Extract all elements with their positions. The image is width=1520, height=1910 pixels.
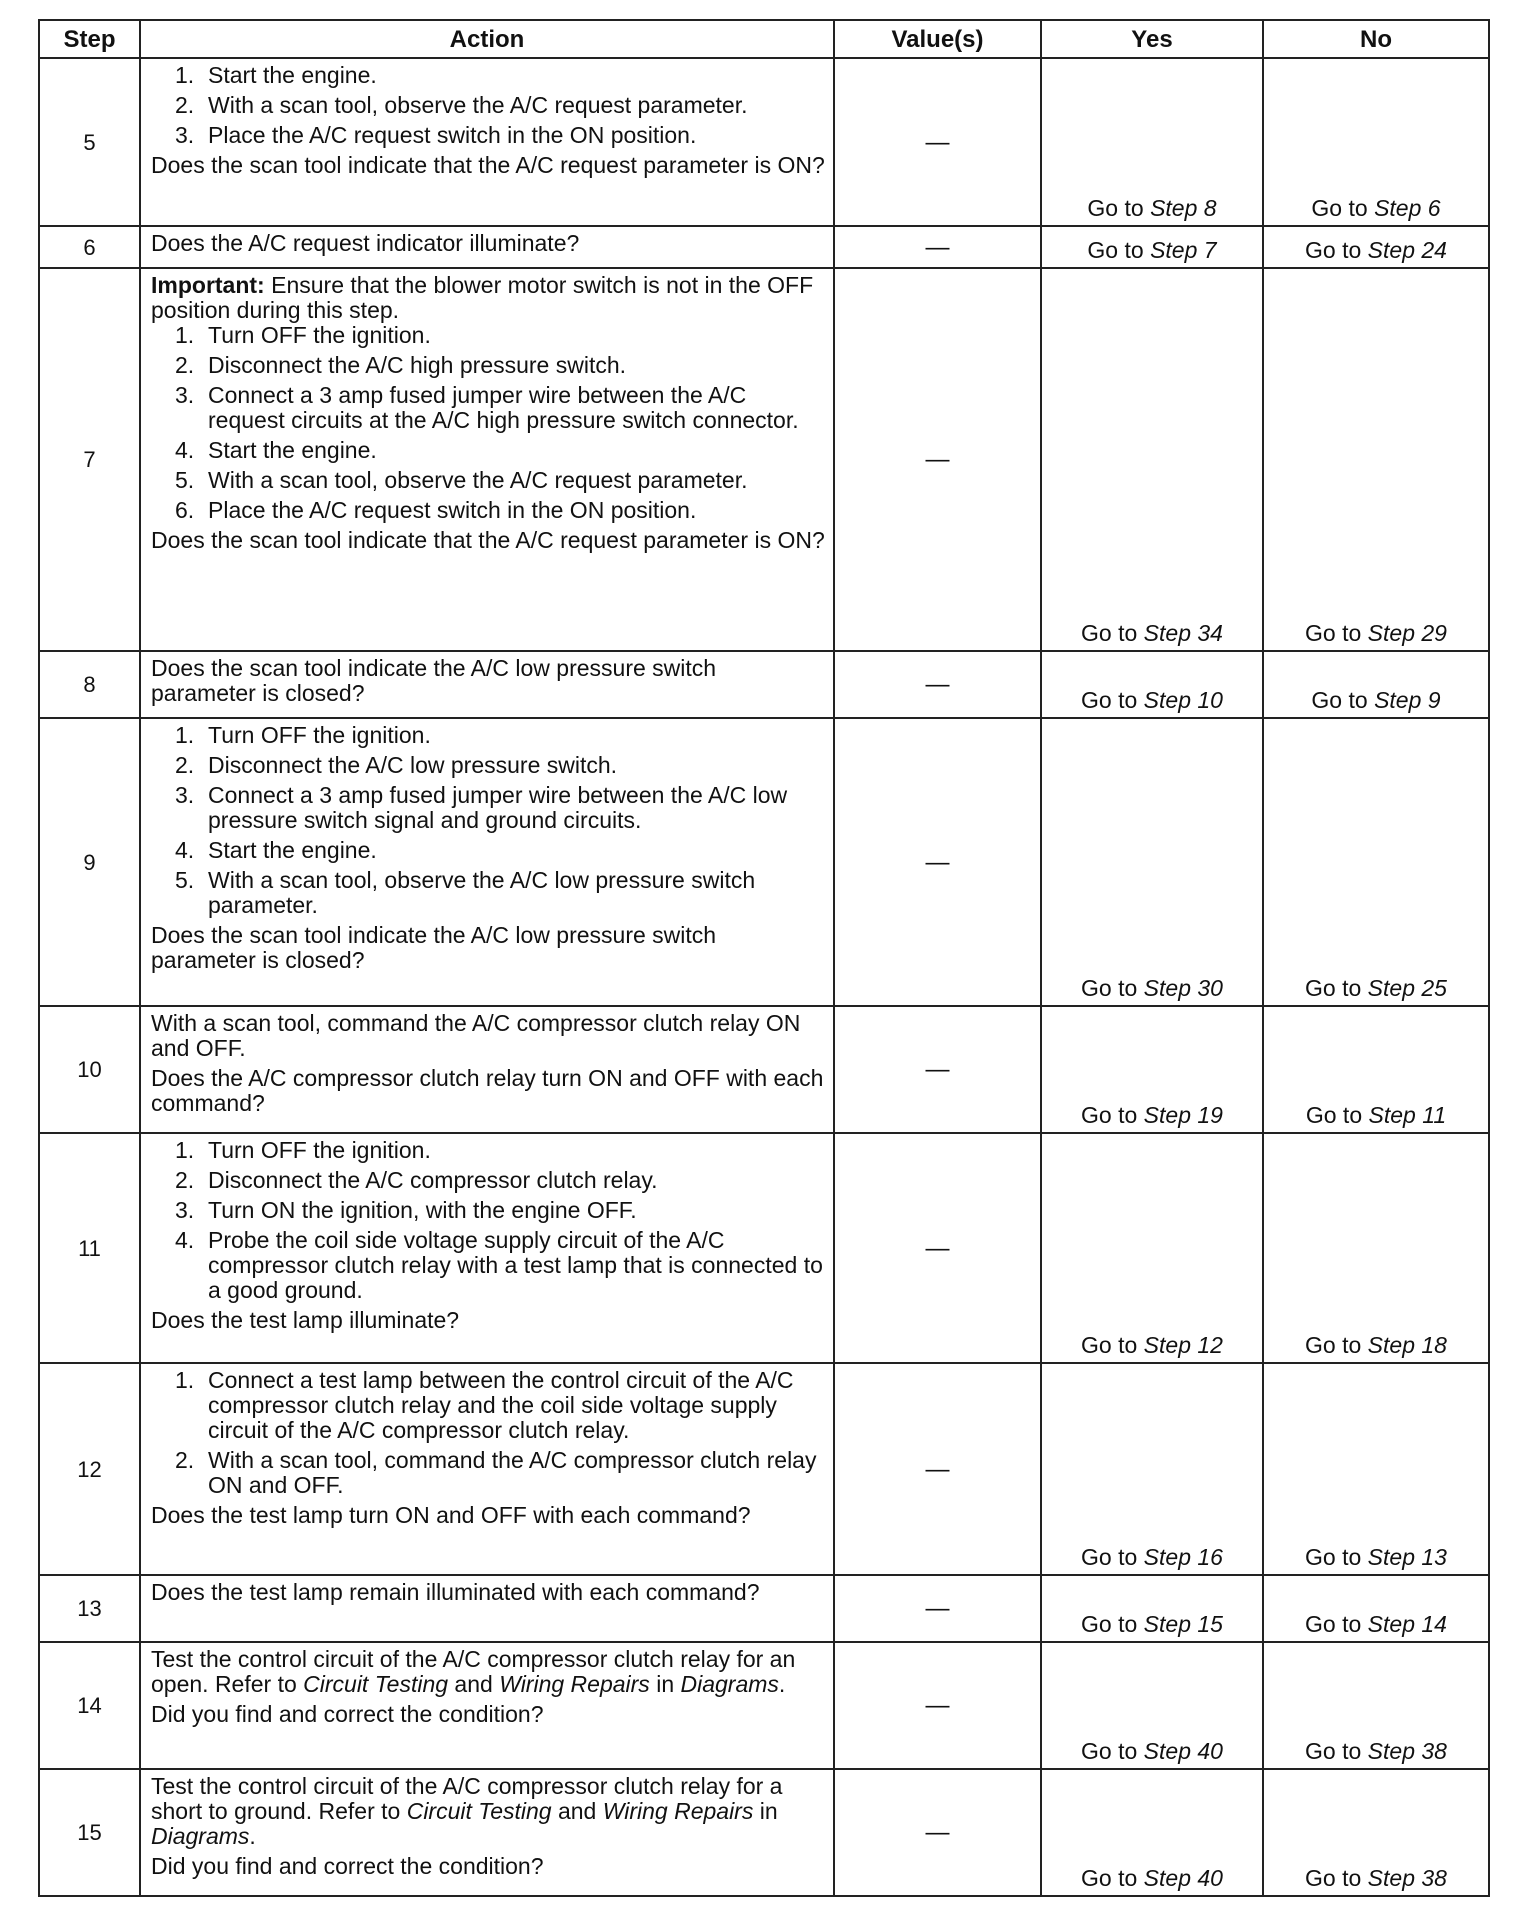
step-word: Step [1367, 1865, 1415, 1891]
no-target-step: 29 [1421, 620, 1447, 646]
yes-target-step: 12 [1197, 1332, 1223, 1358]
goto-text: Go to [1311, 195, 1368, 221]
action-step [151, 498, 825, 523]
step-word: Step [1150, 237, 1198, 263]
action-paragraph [151, 1854, 825, 1879]
action-text: . [249, 1823, 256, 1849]
action-steps-list [151, 323, 825, 523]
step-number: 14 [39, 1642, 140, 1769]
goto-text: Go to [1305, 1332, 1362, 1358]
no-target-step: 14 [1421, 1611, 1447, 1637]
action-text: Did you find and correct the condition? [151, 1701, 544, 1727]
no-cell [1263, 1006, 1489, 1133]
value-cell: — [834, 58, 1041, 226]
goto-text: Go to [1087, 237, 1144, 263]
step-word: Step [1367, 1544, 1415, 1570]
action-step [151, 838, 825, 863]
no-target-step: 13 [1421, 1544, 1447, 1570]
yes-cell [1041, 1575, 1263, 1642]
yes-cell [1041, 651, 1263, 718]
action-paragraph [151, 1066, 825, 1116]
yes-cell [1041, 718, 1263, 1006]
table-row [39, 651, 1489, 718]
action-step [151, 353, 825, 378]
value-cell: — [834, 1006, 1041, 1133]
action-step-number: 2. [175, 1167, 195, 1193]
action-step [151, 63, 825, 88]
important-label: Important: [151, 272, 265, 298]
goto-text: Go to [1081, 620, 1138, 646]
action-step [151, 783, 825, 833]
action-step-number: 1. [175, 1367, 195, 1393]
action-text: and [448, 1671, 500, 1697]
yes-cell [1041, 1133, 1263, 1363]
yes-target-step: 16 [1197, 1544, 1223, 1570]
action-step-text: Disconnect the A/C high pressure switch. [208, 352, 627, 378]
no-cell [1263, 268, 1489, 651]
action-step-number: 4. [175, 1227, 195, 1253]
step-word: Step [1150, 195, 1198, 221]
action-paragraph [151, 1702, 825, 1727]
goto-text: Go to [1305, 1102, 1363, 1128]
action-step-number: 3. [175, 122, 195, 148]
action-step-number: 3. [175, 382, 195, 408]
action-paragraph [151, 528, 825, 553]
step-number: 11 [39, 1133, 140, 1363]
action-step-text: Turn OFF the ignition. [208, 1137, 431, 1163]
yes-target-step: 40 [1197, 1738, 1223, 1764]
step-number: 10 [39, 1006, 140, 1133]
action-step [151, 123, 825, 148]
manual-reference: Wiring Repairs [499, 1671, 650, 1697]
yes-cell [1041, 1769, 1263, 1896]
table-row [39, 1133, 1489, 1363]
action-step [151, 1198, 825, 1223]
header-row [39, 20, 1489, 58]
header-action: Action [140, 20, 834, 58]
action-step-number: 1. [175, 62, 195, 88]
action-step-text: Probe the coil side voltage supply circuit of the A/C compressor clutch relay with a test lamp that is connected to a good ground. [208, 1227, 823, 1303]
step-word: Step [1374, 687, 1422, 713]
action-paragraph [151, 923, 825, 973]
action-paragraph [151, 1774, 825, 1849]
action-step-number: 2. [175, 1447, 195, 1473]
no-target-step: 24 [1421, 237, 1447, 263]
goto-text: Go to [1305, 237, 1362, 263]
manual-reference: Diagrams [151, 1823, 250, 1849]
no-cell [1263, 226, 1489, 268]
no-target-step: 25 [1421, 975, 1447, 1001]
action-step-number: 1. [175, 722, 195, 748]
yes-cell [1041, 1363, 1263, 1575]
action-text: Did you find and correct the condition? [151, 1853, 544, 1879]
step-word: Step [1143, 1611, 1191, 1637]
step-word: Step [1143, 687, 1191, 713]
action-cell [140, 1006, 834, 1133]
goto-text: Go to [1081, 1332, 1138, 1358]
action-cell [140, 1575, 834, 1642]
action-step-text: Start the engine. [208, 62, 377, 88]
action-steps-list [151, 1138, 825, 1303]
action-step [151, 753, 825, 778]
table-row [39, 268, 1489, 651]
action-cell [140, 268, 834, 651]
no-cell [1263, 1133, 1489, 1363]
step-word: Step [1143, 1738, 1191, 1764]
value-cell: — [834, 1133, 1041, 1363]
action-step-number: 1. [175, 1137, 195, 1163]
goto-text: Go to [1305, 1544, 1362, 1570]
action-step-number: 2. [175, 352, 195, 378]
action-step-text: With a scan tool, command the A/C compressor clutch relay ON and OFF. [208, 1447, 817, 1498]
action-text: Does the A/C request indicator illuminate? [151, 230, 580, 256]
action-step-number: 2. [175, 92, 195, 118]
yes-cell [1041, 1642, 1263, 1769]
goto-text: Go to [1305, 1738, 1362, 1764]
action-step-text: Turn ON the ignition, with the engine OFF. [208, 1197, 637, 1223]
table-row [39, 718, 1489, 1006]
action-paragraph [151, 273, 825, 323]
action-step [151, 1138, 825, 1163]
action-step-number: 3. [175, 1197, 195, 1223]
action-step-text: Place the A/C request switch in the ON position. [208, 497, 697, 523]
no-cell [1263, 58, 1489, 226]
action-text: in [649, 1671, 681, 1697]
table-row [39, 1006, 1489, 1133]
action-step-text: Connect a 3 amp fused jumper wire between the A/C request circuits at the A/C high pressure switch connector. [208, 382, 799, 433]
action-step-text: Start the engine. [208, 437, 377, 463]
yes-cell [1041, 1006, 1263, 1133]
no-target-step: 9 [1427, 687, 1441, 713]
step-word: Step [1368, 1102, 1416, 1128]
action-step-text: Connect a test lamp between the control circuit of the A/C compressor clutch relay and the coil side voltage supply circuit of the A/C compressor clutch relay. [208, 1367, 794, 1443]
no-cell [1263, 651, 1489, 718]
action-step-text: Turn OFF the ignition. [208, 722, 431, 748]
action-step [151, 1448, 825, 1498]
action-text: Ensure that the blower motor switch is not in the OFF position during this step. [151, 272, 814, 323]
action-step-number: 6. [175, 497, 195, 523]
action-text: Does the scan tool indicate that the A/C request parameter is ON? [151, 152, 825, 178]
step-word: Step [1143, 1544, 1191, 1570]
action-text: Test the control circuit of the A/C compressor clutch relay for a short to ground. Refer to [151, 1773, 783, 1824]
action-step [151, 723, 825, 748]
action-step-text: Turn OFF the ignition. [208, 322, 431, 348]
action-step-number: 4. [175, 837, 195, 863]
action-step-text: With a scan tool, observe the A/C low pressure switch parameter. [208, 867, 756, 918]
no-target-step: 18 [1421, 1332, 1447, 1358]
action-paragraph [151, 153, 825, 178]
action-step [151, 868, 825, 918]
goto-text: Go to [1305, 975, 1362, 1001]
step-number: 13 [39, 1575, 140, 1642]
action-paragraph [151, 1308, 825, 1333]
action-step [151, 323, 825, 348]
value-cell: — [834, 1363, 1041, 1575]
action-cell [140, 1133, 834, 1363]
header-step: Step [39, 20, 140, 58]
action-text: in [753, 1798, 778, 1824]
goto-text: Go to [1311, 687, 1368, 713]
action-step-text: Disconnect the A/C low pressure switch. [208, 752, 618, 778]
goto-text: Go to [1081, 1865, 1138, 1891]
header-no: No [1263, 20, 1489, 58]
action-text: With a scan tool, command the A/C compressor clutch relay ON and OFF. [151, 1010, 801, 1061]
table-row [39, 1363, 1489, 1575]
action-text: Does the scan tool indicate that the A/C request parameter is ON? [151, 527, 825, 553]
action-step-number: 5. [175, 867, 195, 893]
action-step [151, 1368, 825, 1443]
step-word: Step [1143, 1332, 1191, 1358]
step-word: Step [1374, 195, 1422, 221]
yes-cell [1041, 58, 1263, 226]
yes-cell [1041, 226, 1263, 268]
action-paragraph [151, 656, 825, 706]
step-number: 8 [39, 651, 140, 718]
goto-text: Go to [1081, 1544, 1138, 1570]
step-word: Step [1143, 1102, 1191, 1128]
value-cell: — [834, 1575, 1041, 1642]
table-row [39, 1642, 1489, 1769]
yes-cell [1041, 268, 1263, 651]
value-cell: — [834, 651, 1041, 718]
step-word: Step [1367, 237, 1415, 263]
action-step-text: Connect a 3 amp fused jumper wire between the A/C low pressure switch signal and ground circuits. [208, 782, 788, 833]
diagnostic-table [38, 19, 1490, 1897]
value-cell: — [834, 1642, 1041, 1769]
goto-text: Go to [1081, 1102, 1138, 1128]
no-cell [1263, 1642, 1489, 1769]
goto-text: Go to [1081, 975, 1138, 1001]
step-word: Step [1367, 620, 1415, 646]
action-step [151, 438, 825, 463]
goto-text: Go to [1087, 195, 1144, 221]
action-step [151, 1168, 825, 1193]
action-step-text: Start the engine. [208, 837, 377, 863]
action-paragraph [151, 1580, 825, 1605]
yes-target-step: 7 [1203, 237, 1217, 263]
yes-target-step: 15 [1197, 1611, 1223, 1637]
yes-target-step: 19 [1197, 1102, 1223, 1128]
action-paragraph [151, 1647, 825, 1697]
step-number: 6 [39, 226, 140, 268]
step-number: 15 [39, 1769, 140, 1896]
action-text: Does the A/C compressor clutch relay turn ON and OFF with each command? [151, 1065, 824, 1116]
step-word: Step [1367, 1738, 1415, 1764]
action-cell [140, 718, 834, 1006]
diagnostic-table-page [38, 19, 1488, 1897]
table-row [39, 58, 1489, 226]
step-number: 7 [39, 268, 140, 651]
step-number: 9 [39, 718, 140, 1006]
action-step-number: 3. [175, 782, 195, 808]
action-text: Does the test lamp remain illuminated with each command? [151, 1579, 760, 1605]
goto-text: Go to [1305, 1611, 1362, 1637]
step-word: Step [1143, 975, 1191, 1001]
action-paragraph [151, 231, 825, 256]
no-cell [1263, 718, 1489, 1006]
yes-target-step: 30 [1197, 975, 1223, 1001]
manual-reference: Diagrams [680, 1671, 779, 1697]
step-word: Step [1367, 975, 1415, 1001]
manual-reference: Circuit Testing [303, 1671, 449, 1697]
value-cell: — [834, 1769, 1041, 1896]
action-step [151, 1228, 825, 1303]
action-step [151, 468, 825, 493]
value-cell: — [834, 718, 1041, 1006]
action-step-text: With a scan tool, observe the A/C request parameter. [208, 92, 748, 118]
action-step-number: 2. [175, 752, 195, 778]
goto-text: Go to [1305, 1865, 1362, 1891]
action-text: Test the control circuit of the A/C compressor clutch relay for an open. Refer to [151, 1646, 796, 1697]
action-paragraph [151, 1503, 825, 1528]
action-cell [140, 1769, 834, 1896]
action-step [151, 93, 825, 118]
goto-text: Go to [1081, 1611, 1138, 1637]
action-step-number: 5. [175, 467, 195, 493]
action-text: Does the test lamp illuminate? [151, 1307, 460, 1333]
table-row [39, 226, 1489, 268]
value-cell: — [834, 268, 1041, 651]
action-step-text: Disconnect the A/C compressor clutch relay. [208, 1167, 658, 1193]
no-target-step: 6 [1427, 195, 1441, 221]
action-cell [140, 651, 834, 718]
no-cell [1263, 1575, 1489, 1642]
goto-text: Go to [1081, 1738, 1138, 1764]
step-number: 12 [39, 1363, 140, 1575]
table-body [39, 58, 1489, 1896]
action-text: Does the test lamp turn ON and OFF with each command? [151, 1502, 751, 1528]
table-row [39, 1769, 1489, 1896]
goto-text: Go to [1305, 620, 1362, 646]
action-text: Does the scan tool indicate the A/C low pressure switch parameter is closed? [151, 655, 717, 706]
action-step [151, 383, 825, 433]
action-step-number: 4. [175, 437, 195, 463]
action-text: and [551, 1798, 603, 1824]
no-target-step: 38 [1421, 1865, 1447, 1891]
action-step-number: 1. [175, 322, 195, 348]
header-values: Value(s) [834, 20, 1041, 58]
value-cell: — [834, 226, 1041, 268]
action-cell [140, 58, 834, 226]
step-word: Step [1367, 1332, 1415, 1358]
no-cell [1263, 1769, 1489, 1896]
action-step-text: With a scan tool, observe the A/C request parameter. [208, 467, 748, 493]
action-step-text: Place the A/C request switch in the ON position. [208, 122, 697, 148]
table-row [39, 1575, 1489, 1642]
action-cell [140, 1363, 834, 1575]
yes-target-step: 10 [1197, 687, 1223, 713]
step-word: Step [1143, 1865, 1191, 1891]
step-word: Step [1143, 620, 1191, 646]
no-target-step: 38 [1421, 1738, 1447, 1764]
header-yes: Yes [1041, 20, 1263, 58]
manual-reference: Wiring Repairs [602, 1798, 754, 1824]
action-steps-list [151, 63, 825, 148]
yes-target-step: 34 [1197, 620, 1223, 646]
yes-target-step: 40 [1197, 1865, 1223, 1891]
yes-target-step: 8 [1203, 195, 1217, 221]
step-number: 5 [39, 58, 140, 226]
action-text: . [778, 1671, 786, 1697]
no-cell [1263, 1363, 1489, 1575]
action-text: Does the scan tool indicate the A/C low pressure switch parameter is closed? [151, 922, 717, 973]
action-steps-list [151, 1368, 825, 1498]
action-cell [140, 226, 834, 268]
step-word: Step [1367, 1611, 1415, 1637]
action-paragraph [151, 1011, 825, 1061]
goto-text: Go to [1081, 687, 1138, 713]
manual-reference: Circuit Testing [406, 1798, 552, 1824]
no-target-step: 11 [1422, 1102, 1447, 1128]
action-steps-list [151, 723, 825, 918]
action-cell [140, 1642, 834, 1769]
